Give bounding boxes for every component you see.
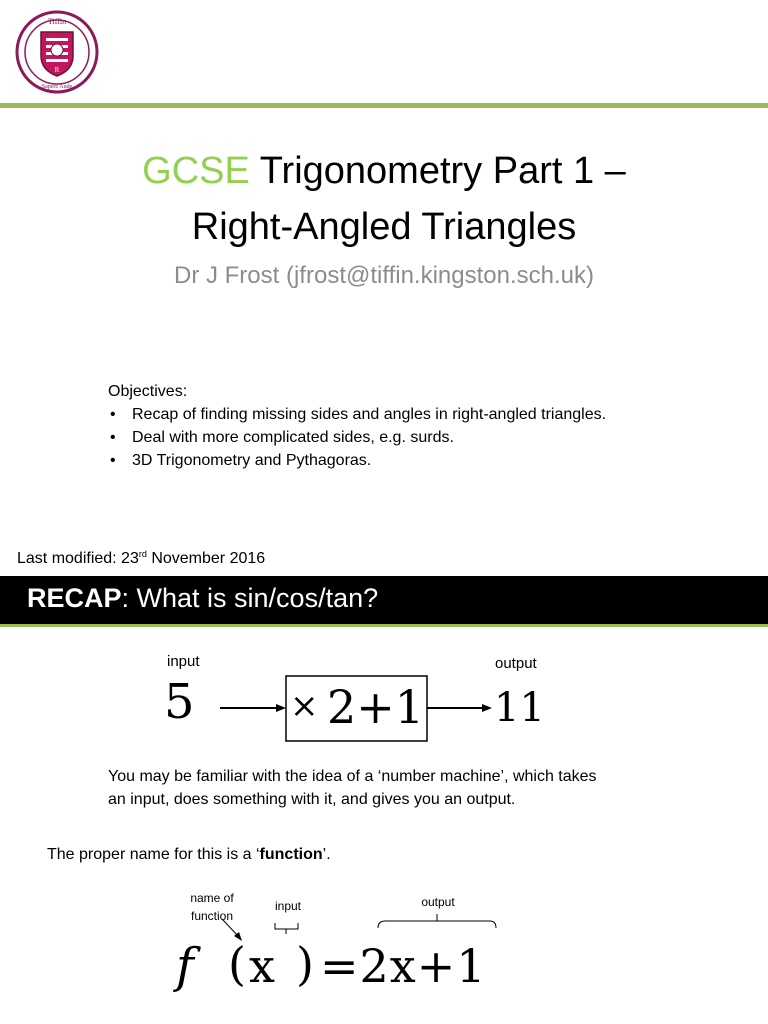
svg-text:Tiffin: Tiffin [47,17,67,26]
author-subtitle: Dr J Frost (jfrost@tiffin.kingston.sch.uk) [173,262,595,289]
number-machine-description: You may be familiar with the idea of a ‘number machine’, which takes an input, does something with it, and gives you an output. [108,768,597,808]
slide-title [0,143,768,255]
function-definition: The proper name for this is a ‘function’. [47,846,331,863]
machine-input-label: input [167,653,200,670]
objective-item: • Deal with more complicated sides, e.g. surds. [108,426,606,449]
machine-times-sign: × [290,686,319,726]
input-bracket-icon [275,923,298,929]
objectives-block [108,380,606,472]
bullet-icon: • [110,429,116,446]
title-line1-rest: Trigonometry Part 1 – [259,150,626,192]
equation-rhs: =2x+1 [320,939,487,993]
objective-item: • Recap of finding missing sides and angles in right-angled triangles. [108,403,606,426]
school-crest-logo [15,10,99,94]
machine-output-label: output [495,655,537,672]
recap-slide [0,576,768,1024]
bullet-icon: • [110,452,116,469]
machine-output-value: 11 [494,685,545,731]
annotation-name-of-function: name of function [190,891,234,923]
machine-operation: 2+1 [327,680,425,734]
objective-item: • 3D Trigonometry and Pythagoras. [108,449,606,472]
svg-text:Sapere Aude: Sapere Aude [41,84,73,90]
objectives-heading: Objectives: [108,383,188,400]
svg-text:R: R [54,66,60,74]
title-line-2: Right-Angled Triangles [191,206,577,248]
annotation-input: input [274,899,302,913]
bullet-icon: • [110,406,116,423]
input-arrowhead-icon [276,704,286,712]
equation-right-paren: ) [296,937,314,991]
output-bracket-icon [378,921,496,928]
title-line-1 [0,143,768,199]
machine-input-value: 5 [164,674,195,730]
equation-left-paren: ( [228,937,246,991]
objectives-list [108,403,606,472]
last-modified: Last modified: 23rd November 2016 [17,549,266,567]
output-arrowhead-icon [482,704,492,712]
header-divider [0,103,768,108]
annotation-output: output [421,895,455,909]
banner-title: RECAP: What is sin/cos/tan? [27,583,379,613]
equation-x: x [249,939,275,993]
equation-f: f [176,938,194,994]
title-accent: GCSE [142,150,250,192]
